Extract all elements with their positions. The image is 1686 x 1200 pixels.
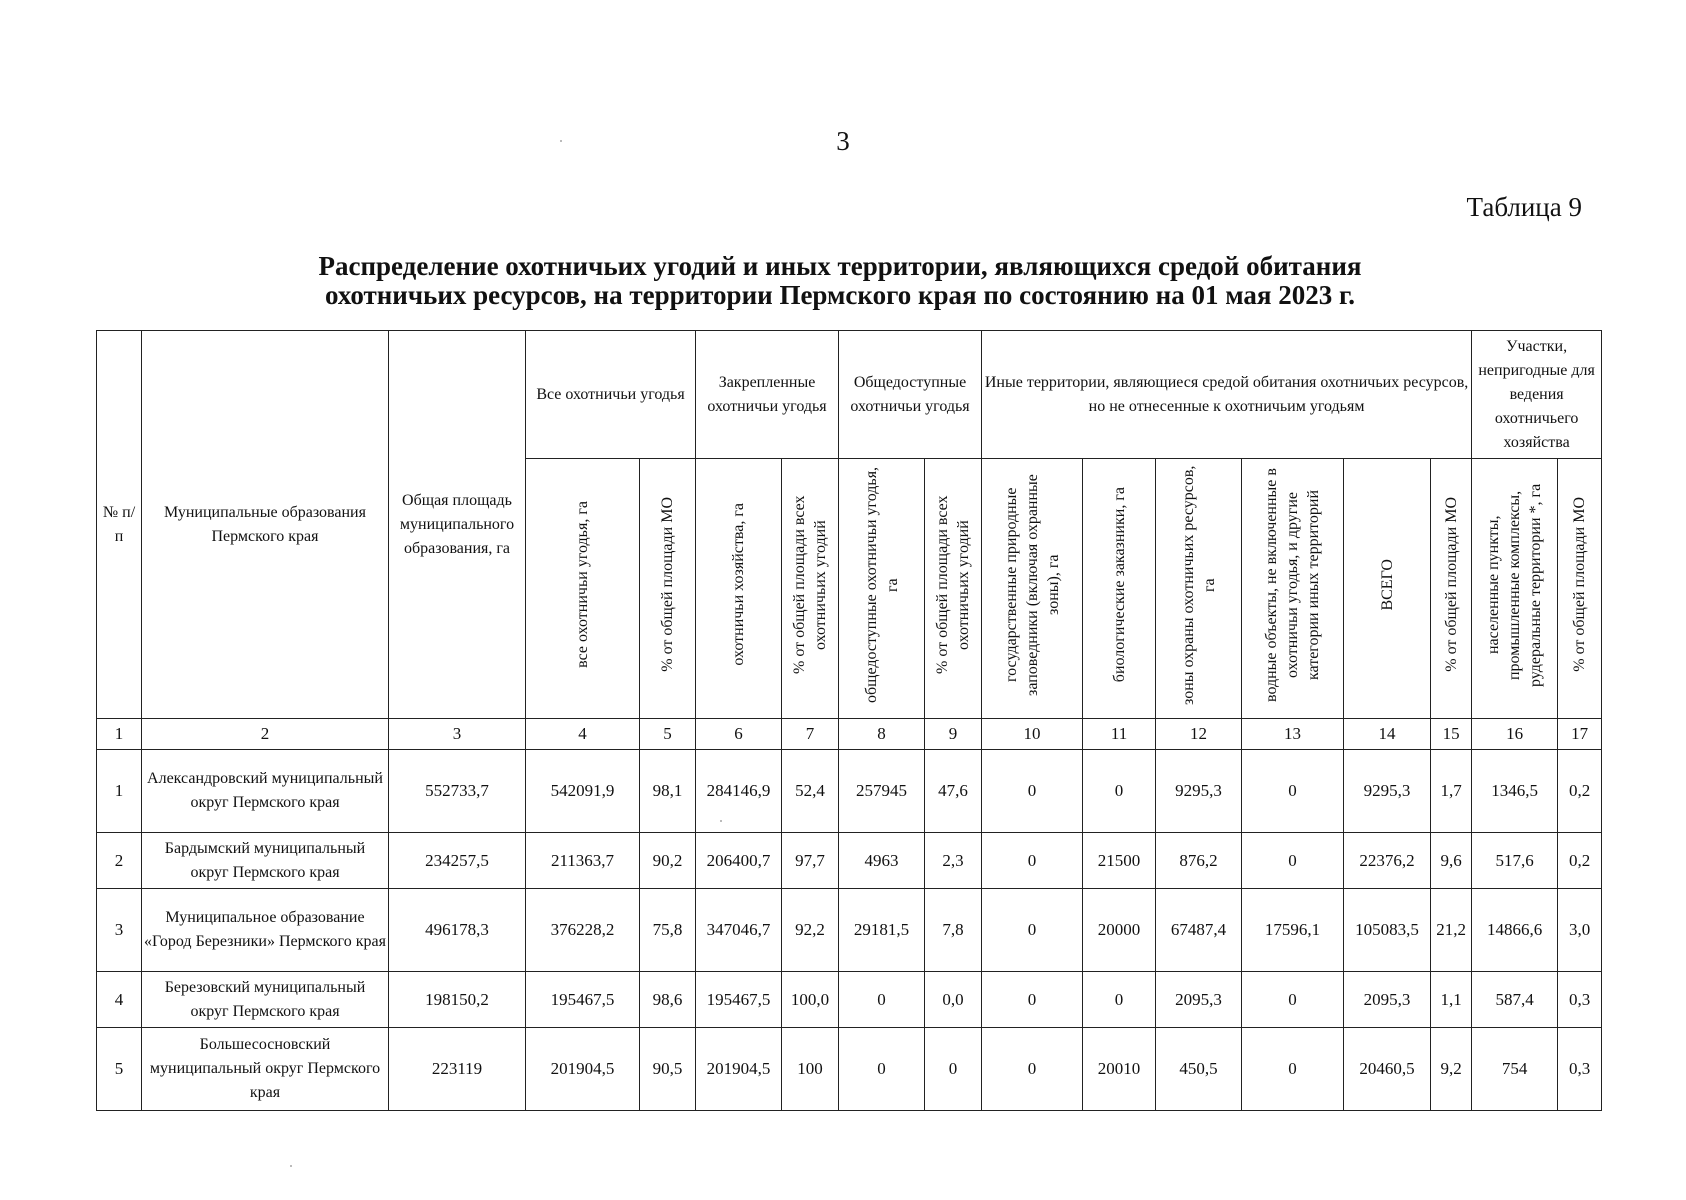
subheader-c8 <box>839 459 925 719</box>
cell-c16: 14866,6 <box>1472 889 1558 972</box>
subheader-c4-label: все охотничьи угодья, га <box>574 501 591 668</box>
scan-speck <box>720 820 722 822</box>
cell-c7: 52,4 <box>782 750 839 833</box>
subheader-c11-label: биологические заказники, га <box>1110 486 1128 683</box>
cell-c12: 876,2 <box>1156 833 1242 889</box>
subheader-c13 <box>1242 459 1344 719</box>
row-number: 1 <box>97 750 142 833</box>
document-title <box>100 252 1580 310</box>
subheader-c10-label: государственные природные заповедники (включая охранные зоны), га <box>1002 473 1062 696</box>
group-unfit-areas-label: Участки, непригодные для ведения охотничьего хозяйства <box>1478 337 1595 451</box>
subheader-c10 <box>982 459 1083 719</box>
cell-c9: 0 <box>925 1028 982 1111</box>
column-number: 11 <box>1083 719 1156 750</box>
cell-c6: 284146,9 <box>696 750 782 833</box>
cell-total-area: 223119 <box>389 1028 526 1111</box>
group-other-territories <box>982 331 1472 459</box>
column-number: 14 <box>1344 719 1431 750</box>
column-number: 10 <box>982 719 1083 750</box>
cell-c16: 754 <box>1472 1028 1558 1111</box>
cell-c14: 2095,3 <box>1344 972 1431 1028</box>
cell-c5: 75,8 <box>640 889 696 972</box>
cell-c12: 67487,4 <box>1156 889 1242 972</box>
cell-c5: 98,1 <box>640 750 696 833</box>
cell-c14: 22376,2 <box>1344 833 1431 889</box>
cell-c4: 195467,5 <box>526 972 640 1028</box>
subheader-c15-label: % от общей площади МО <box>1442 497 1460 672</box>
column-number: 15 <box>1431 719 1472 750</box>
cell-c16: 587,4 <box>1472 972 1558 1028</box>
cell-total-area: 552733,7 <box>389 750 526 833</box>
column-number-row <box>97 719 1602 750</box>
cell-c15: 9,6 <box>1431 833 1472 889</box>
cell-c10: 0 <box>982 889 1083 972</box>
group-other-territories-label: Иные территории, являющиеся средой обитания охотничьих ресурсов, но не отнесенные к охотничьим угодьям <box>984 373 1469 415</box>
municipality-name: Березовский муниципальный округ Пермского края <box>142 972 389 1028</box>
subheader-c11 <box>1083 459 1156 719</box>
cell-total-area: 496178,3 <box>389 889 526 972</box>
cell-c4: 211363,7 <box>526 833 640 889</box>
cell-c15: 1,1 <box>1431 972 1472 1028</box>
cell-c11: 20010 <box>1083 1028 1156 1111</box>
cell-c10: 0 <box>982 972 1083 1028</box>
group-all-grounds <box>526 331 696 459</box>
cell-c15: 21,2 <box>1431 889 1472 972</box>
cell-c7: 97,7 <box>782 833 839 889</box>
subheader-c12 <box>1156 459 1242 719</box>
cell-c11: 0 <box>1083 750 1156 833</box>
cell-c10: 0 <box>982 833 1083 889</box>
cell-c11: 20000 <box>1083 889 1156 972</box>
subheader-c16 <box>1472 459 1558 719</box>
column-number: 17 <box>1558 719 1602 750</box>
cell-c12: 450,5 <box>1156 1028 1242 1111</box>
hunting-grounds-table <box>96 330 1602 1111</box>
cell-c16: 517,6 <box>1472 833 1558 889</box>
header-row-groups <box>97 331 1602 459</box>
cell-c8: 29181,5 <box>839 889 925 972</box>
cell-c9: 2,3 <box>925 833 982 889</box>
cell-c7: 92,2 <box>782 889 839 972</box>
cell-c8: 4963 <box>839 833 925 889</box>
cell-c9: 0,0 <box>925 972 982 1028</box>
subheader-c5-label: % от общей площади МО <box>659 497 676 672</box>
page-number: 3 <box>836 126 850 156</box>
cell-c9: 7,8 <box>925 889 982 972</box>
group-public-grounds-label: Общедоступные охотничьи угодья <box>850 373 970 415</box>
subheader-c14-label: ВСЕГО <box>1378 558 1396 611</box>
cell-c13: 0 <box>1242 972 1344 1028</box>
cell-c8: 0 <box>839 972 925 1028</box>
cell-c12: 2095,3 <box>1156 972 1242 1028</box>
column-number: 9 <box>925 719 982 750</box>
cell-c17: 3,0 <box>1558 889 1602 972</box>
header-area: Общая площадь муниципального образования, га <box>389 331 526 719</box>
subheader-c15 <box>1431 459 1472 719</box>
cell-c9: 47,6 <box>925 750 982 833</box>
municipality-name: Бардымский муниципальный округ Пермского края <box>142 833 389 889</box>
table-row <box>97 889 1602 972</box>
cell-c13: 0 <box>1242 750 1344 833</box>
cell-c5: 90,2 <box>640 833 696 889</box>
column-number: 6 <box>696 719 782 750</box>
cell-c6: 206400,7 <box>696 833 782 889</box>
header-mo: Муниципальные образования Пермского края <box>142 331 389 719</box>
row-number: 2 <box>97 833 142 889</box>
title-line-2: охотничьих ресурсов, на территории Пермского края по состоянию на 01 мая 2023 г. <box>325 280 1355 310</box>
group-all-grounds-label: Все охотничьи угодья <box>536 385 685 403</box>
column-number: 1 <box>97 719 142 750</box>
row-number: 5 <box>97 1028 142 1111</box>
cell-c8: 0 <box>839 1028 925 1111</box>
header-num: № п/п <box>97 331 142 719</box>
column-number: 3 <box>389 719 526 750</box>
group-public-grounds <box>839 331 982 459</box>
table-row <box>97 833 1602 889</box>
subheader-c5 <box>640 459 696 719</box>
cell-c5: 90,5 <box>640 1028 696 1111</box>
cell-c4: 376228,2 <box>526 889 640 972</box>
cell-total-area: 234257,5 <box>389 833 526 889</box>
column-number: 16 <box>1472 719 1558 750</box>
cell-c12: 9295,3 <box>1156 750 1242 833</box>
cell-c16: 1346,5 <box>1472 750 1558 833</box>
subheader-c16-label: населенные пункты, промышленные комплексы, рудеральные территории *, га <box>1485 482 1545 687</box>
subheader-c12-label: зоны охраны охотничьих ресурсов, га <box>1179 464 1218 705</box>
municipality-name: Александровский муниципальный округ Пермского края <box>142 750 389 833</box>
group-unfit-areas <box>1472 331 1602 459</box>
cell-c17: 0,2 <box>1558 750 1602 833</box>
scan-speck <box>290 1165 292 1167</box>
cell-c10: 0 <box>982 750 1083 833</box>
subheader-c7 <box>782 459 839 719</box>
group-fixed-grounds <box>696 331 839 459</box>
column-number: 13 <box>1242 719 1344 750</box>
column-number: 7 <box>782 719 839 750</box>
cell-c17: 0,3 <box>1558 972 1602 1028</box>
title-line-1: Распределение охотничьих угодий и иных территории, являющихся средой обитания <box>318 251 1362 281</box>
cell-c6: 201904,5 <box>696 1028 782 1111</box>
cell-c10: 0 <box>982 1028 1083 1111</box>
table-row <box>97 750 1602 833</box>
municipality-name: Муниципальное образование «Город Березники» Пермского края <box>142 889 389 972</box>
cell-c7: 100,0 <box>782 972 839 1028</box>
cell-total-area: 198150,2 <box>389 972 526 1028</box>
column-number: 8 <box>839 719 925 750</box>
column-number: 2 <box>142 719 389 750</box>
scan-speck <box>560 140 562 142</box>
table-row <box>97 972 1602 1028</box>
table-label: Таблица 9 <box>1466 192 1582 222</box>
column-number: 12 <box>1156 719 1242 750</box>
group-fixed-grounds-label: Закрепленные охотничьи угодья <box>707 373 827 415</box>
subheader-c17-label: % от общей площади МО <box>1571 497 1589 672</box>
cell-c6: 347046,7 <box>696 889 782 972</box>
column-number: 4 <box>526 719 640 750</box>
cell-c4: 201904,5 <box>526 1028 640 1111</box>
cell-c14: 9295,3 <box>1344 750 1431 833</box>
cell-c17: 0,3 <box>1558 1028 1602 1111</box>
cell-c11: 21500 <box>1083 833 1156 889</box>
cell-c7: 100 <box>782 1028 839 1111</box>
cell-c4: 542091,9 <box>526 750 640 833</box>
cell-c15: 9,2 <box>1431 1028 1472 1111</box>
cell-c13: 0 <box>1242 833 1344 889</box>
table-row <box>97 1028 1602 1111</box>
cell-c13: 0 <box>1242 1028 1344 1111</box>
subheader-c8-label: общедоступные охотничьи угодья, га <box>862 466 901 703</box>
cell-c14: 20460,5 <box>1344 1028 1431 1111</box>
row-number: 4 <box>97 972 142 1028</box>
subheader-c6 <box>696 459 782 719</box>
subheader-c17 <box>1558 459 1602 719</box>
cell-c17: 0,2 <box>1558 833 1602 889</box>
subheader-c7-label: % от общей площади всех охотничьих угодий <box>791 495 829 674</box>
cell-c14: 105083,5 <box>1344 889 1431 972</box>
subheader-c14 <box>1344 459 1431 719</box>
subheader-c4 <box>526 459 640 719</box>
cell-c5: 98,6 <box>640 972 696 1028</box>
cell-c11: 0 <box>1083 972 1156 1028</box>
cell-c15: 1,7 <box>1431 750 1472 833</box>
subheader-c6-label: охотничьи хозяйства, га <box>730 503 747 666</box>
cell-c8: 257945 <box>839 750 925 833</box>
subheader-c13-label: водные объекты, не включенные в охотничьи угодья, и другие категории иных территорий <box>1263 467 1323 702</box>
cell-c6: 195467,5 <box>696 972 782 1028</box>
column-number: 5 <box>640 719 696 750</box>
cell-c13: 17596,1 <box>1242 889 1344 972</box>
subheader-c9 <box>925 459 982 719</box>
municipality-name: Большесосновский муниципальный округ Пермского края <box>142 1028 389 1111</box>
row-number: 3 <box>97 889 142 972</box>
subheader-c9-label: % от общей площади всех охотничьих угодий <box>934 495 973 674</box>
